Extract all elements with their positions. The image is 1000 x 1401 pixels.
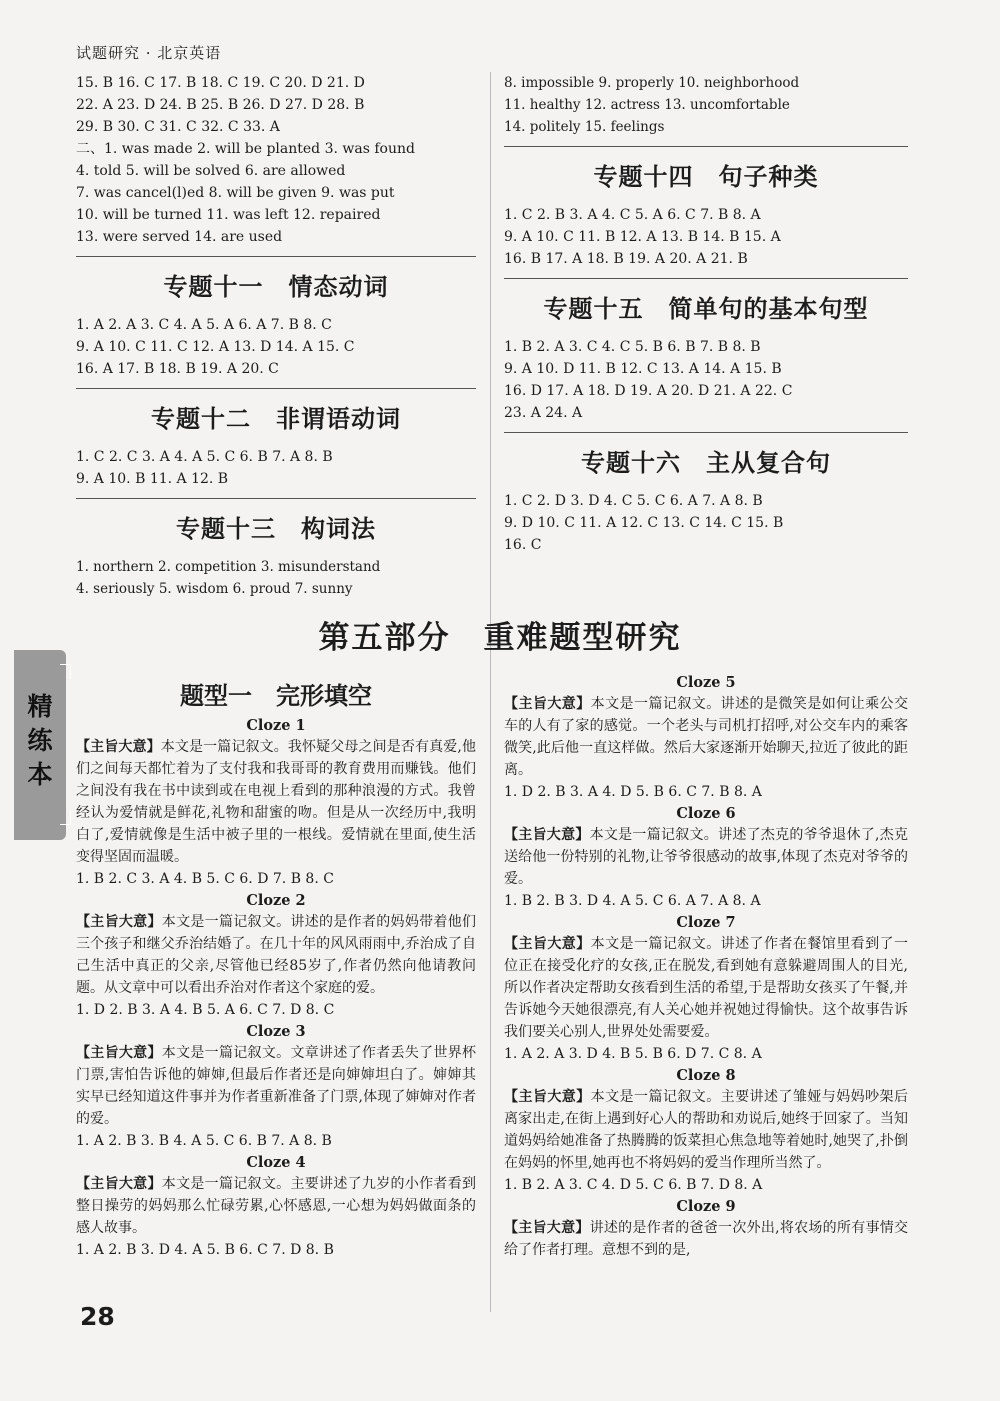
section-12-answers [76,446,476,490]
summary-text: 本文是一篇记叙文。讲述的是作者的妈妈带着他们三个孩子和继父乔治结婚了。在几十年的风风雨雨中,乔治成了自己生活中真正的父亲,尽管他已经85岁了,作者仍然向他请教问题。从文章中可以看出乔治对作者这个家庭的爱。 [76,914,477,996]
part-five-title: 第五部分 重难题型研究 [318,620,682,656]
cloze-label: Cloze 7 [676,914,736,931]
cloze-label: Cloze 4 [246,1154,306,1171]
answer-line: 4. told 5. will be solved 6. are allowed [76,163,346,179]
summary-text: 本文是一篇记叙文。讲述了作者在餐馆里看到了一位正在接受化疗的女孩,正在脱发,看到她有意躲避周围人的目光,所以作者决定帮助女孩看到生活的希望,于是帮助女孩买了午餐,并告诉她今天她很漂亮,有人关心她并祝她过得愉快。这个故事告诉我们要关心别人,世界处处需要爱。 [504,936,909,1040]
cloze-summary [76,736,476,868]
cloze-label: Cloze 3 [246,1023,306,1040]
cloze-summary [504,1217,908,1261]
summary-text: 讲述的是作者的爸爸一次外出,将农场的所有事情交给了作者打理。意想不到的是, [504,1220,909,1258]
answer-line: 9. A 10. C 11. B 12. A 13. B 14. B 15. A [504,229,781,245]
cloze-answers: 1. D 2. B 3. A 4. B 5. A 6. C 7. D 8. C [76,1002,335,1018]
answer-block [76,72,476,248]
cloze-answers: 1. B 2. A 3. C 4. D 5. C 6. B 7. D 8. A [504,1177,763,1193]
left-cloze-column [76,676,476,1261]
section-divider [76,498,476,499]
section-title-16: 专题十六 主从复合句 [581,449,831,477]
cloze-summary [504,824,908,890]
section-divider [76,256,476,257]
summary-text: 本文是一篇记叙文。主要讲述了九岁的小作者看到整日操劳的妈妈那么忙碌劳累,心怀感恩,一心想为妈妈做面条的感人故事。 [76,1176,477,1236]
side-tab [14,650,66,840]
cloze-summary [504,693,908,781]
section-title-12: 专题十二 非谓语动词 [151,405,401,433]
section-13-answers [76,556,476,600]
cloze-answers: 1. A 2. B 3. D 4. A 5. B 6. C 7. D 8. B [76,1242,334,1258]
section-15-answers [504,336,908,424]
answer-line: 16. D 17. A 18. D 19. A 20. D 21. A 22. C [504,383,793,399]
summary-tag: 【主旨大意】 [504,1089,591,1105]
tab-corner-mark [60,810,71,825]
answer-line: 10. will be turned 11. was left 12. repaired [76,207,381,223]
answer-line: 9. A 10. D 11. B 12. C 13. A 14. A 15. B [504,361,782,377]
answer-line: 23. A 24. A [504,405,583,421]
cloze-list [76,717,476,1261]
answer-line: 14. politely 15. feelings [504,119,665,135]
cloze-answers: 1. B 2. B 3. D 4. A 5. C 6. A 7. A 8. A [504,893,761,909]
answer-line: 22. A 23. D 24. B 25. B 26. D 27. D 28. B [76,97,365,113]
answer-line: 13. were served 14. are used [76,229,283,245]
answer-line: 1. A 2. A 3. C 4. A 5. A 6. A 7. B 8. C [76,317,332,333]
summary-tag: 【主旨大意】 [504,1220,590,1236]
cloze-label: Cloze 9 [676,1198,736,1215]
section-divider [504,278,908,279]
answer-line: 16. B 17. A 18. B 19. A 20. A 21. B [504,251,748,267]
answer-line: 1. C 2. D 3. D 4. C 5. C 6. A 7. A 8. B [504,493,763,509]
left-top-column [76,72,476,600]
tab-corner-mark [60,664,71,679]
answer-line: 9. A 10. C 11. C 12. A 13. D 14. A 15. C [76,339,355,355]
section-title-13: 专题十三 构词法 [176,515,376,543]
summary-tag: 【主旨大意】 [504,936,591,952]
cloze-answers: 1. B 2. C 3. A 4. B 5. C 6. D 7. B 8. C [76,871,334,887]
answer-line: 29. B 30. C 31. C 32. C 33. A [76,119,280,135]
page-number: 28 [80,1302,115,1331]
answer-line: 16. A 17. B 18. B 19. A 20. C [76,361,279,377]
section-title-15: 专题十五 简单句的基本句型 [543,295,869,323]
column-divider [490,72,491,1312]
type-one-title: 题型一 完形填空 [180,682,372,710]
summary-text: 本文是一篇记叙文。文章讲述了作者丢失了世界杯门票,害怕告诉他的婶婶,但最后作者还是向婶婶坦白了。婶婶其实早已经知道这件事并为作者重新准备了门票,体现了婶婶对作者的爱。 [76,1045,477,1127]
cloze-summary [76,1042,476,1130]
summary-tag: 【主旨大意】 [504,827,590,843]
page-header: 试题研究 · 北京英语 [76,44,222,62]
section-divider [76,388,476,389]
answer-line: 11. healthy 12. actress 13. uncomfortable [504,97,790,113]
cloze-label: Cloze 5 [676,674,736,691]
answer-line: 16. C [504,537,542,553]
cloze-answers: 1. D 2. B 3. A 4. D 5. B 6. C 7. B 8. A [504,784,762,800]
answer-line: 1. northern 2. competition 3. misunderstand [76,559,381,575]
section-title-11: 专题十一 情态动词 [163,273,389,301]
section-divider [504,146,908,147]
section-divider [504,432,908,433]
answer-line: 二、1. was made 2. will be planted 3. was found [76,141,415,157]
summary-tag: 【主旨大意】 [76,1176,162,1192]
summary-text: 本文是一篇记叙文。讲述了杰克的爷爷退休了,杰克送给他一份特别的礼物,让爷爷很感动的故事,体现了杰克对爷爷的爱。 [504,827,909,887]
cloze-summary [504,933,908,1043]
answer-line: 1. B 2. A 3. C 4. C 5. B 6. B 7. B 8. B [504,339,761,355]
right-cloze-column [504,672,908,1261]
answer-line: 9. D 10. C 11. A 12. C 13. C 14. C 15. B [504,515,784,531]
answer-line: 1. C 2. C 3. A 4. A 5. C 6. B 7. A 8. B [76,449,333,465]
summary-tag: 【主旨大意】 [76,914,162,930]
cloze-answers: 1. A 2. A 3. D 4. B 5. B 6. D 7. C 8. A [504,1046,762,1062]
answer-line: 15. B 16. C 17. B 18. C 19. C 20. D 21. D [76,75,365,91]
summary-tag: 【主旨大意】 [76,1045,162,1061]
summary-tag: 【主旨大意】 [504,696,591,712]
answer-block [504,72,908,138]
answer-line: 4. seriously 5. wisdom 6. proud 7. sunny [76,581,353,597]
answer-line: 9. A 10. B 11. A 12. B [76,471,229,487]
cloze-label: Cloze 8 [676,1067,736,1084]
answer-line: 1. C 2. B 3. A 4. C 5. A 6. C 7. B 8. A [504,207,761,223]
cloze-summary [504,1086,908,1174]
cloze-summary [76,911,476,999]
summary-text: 本文是一篇记叙文。讲述的是微笑是如何让乘公交车的人有了家的感觉。一个老头与司机打招呼,对公交车内的乘客微笑,此后他一直这样做。然后大家逐渐开始聊天,拉近了彼此的距离。 [504,696,909,778]
cloze-list [504,674,908,1261]
right-top-column [504,72,908,556]
side-tab-label: 精练本 [27,692,53,789]
section-11-answers [76,314,476,380]
summary-text: 本文是一篇记叙文。主要讲述了雏娅与妈妈吵架后离家出走,在街上遇到好心人的帮助和劝说后,她终于回家了。当知道妈妈给她准备了热腾腾的饭菜担心焦急地等着她时,她哭了,扑倒在妈妈的怀里,她再也不将妈妈的爱当作理所当然了。 [504,1089,909,1171]
answer-line: 8. impossible 9. properly 10. neighborhood [504,75,800,91]
cloze-label: Cloze 2 [246,892,306,909]
cloze-label: Cloze 1 [246,717,306,734]
answer-line: 7. was cancel(l)ed 8. will be given 9. was put [76,185,395,201]
section-16-answers [504,490,908,556]
cloze-label: Cloze 6 [676,805,736,822]
cloze-summary [76,1173,476,1239]
summary-tag: 【主旨大意】 [76,739,161,755]
section-14-answers [504,204,908,270]
summary-text: 本文是一篇记叙文。我怀疑父母之间是否有真爱,他们之间每天都忙着为了支付我和我哥哥的教育费用而赚钱。他们之间没有我在书中读到或在电视上看到的那种浪漫的方式。我曾经认为爱情就是鲜花,礼物和甜蜜的吻。但是从一次经历中,我明白了,爱情就像是生活中被子里的一根线。爱情就在里面,使生活变得坚固而温暖。 [76,739,477,865]
section-title-14: 专题十四 句子种类 [593,163,819,191]
cloze-answers: 1. A 2. B 3. B 4. A 5. C 6. B 7. A 8. B [76,1133,332,1149]
